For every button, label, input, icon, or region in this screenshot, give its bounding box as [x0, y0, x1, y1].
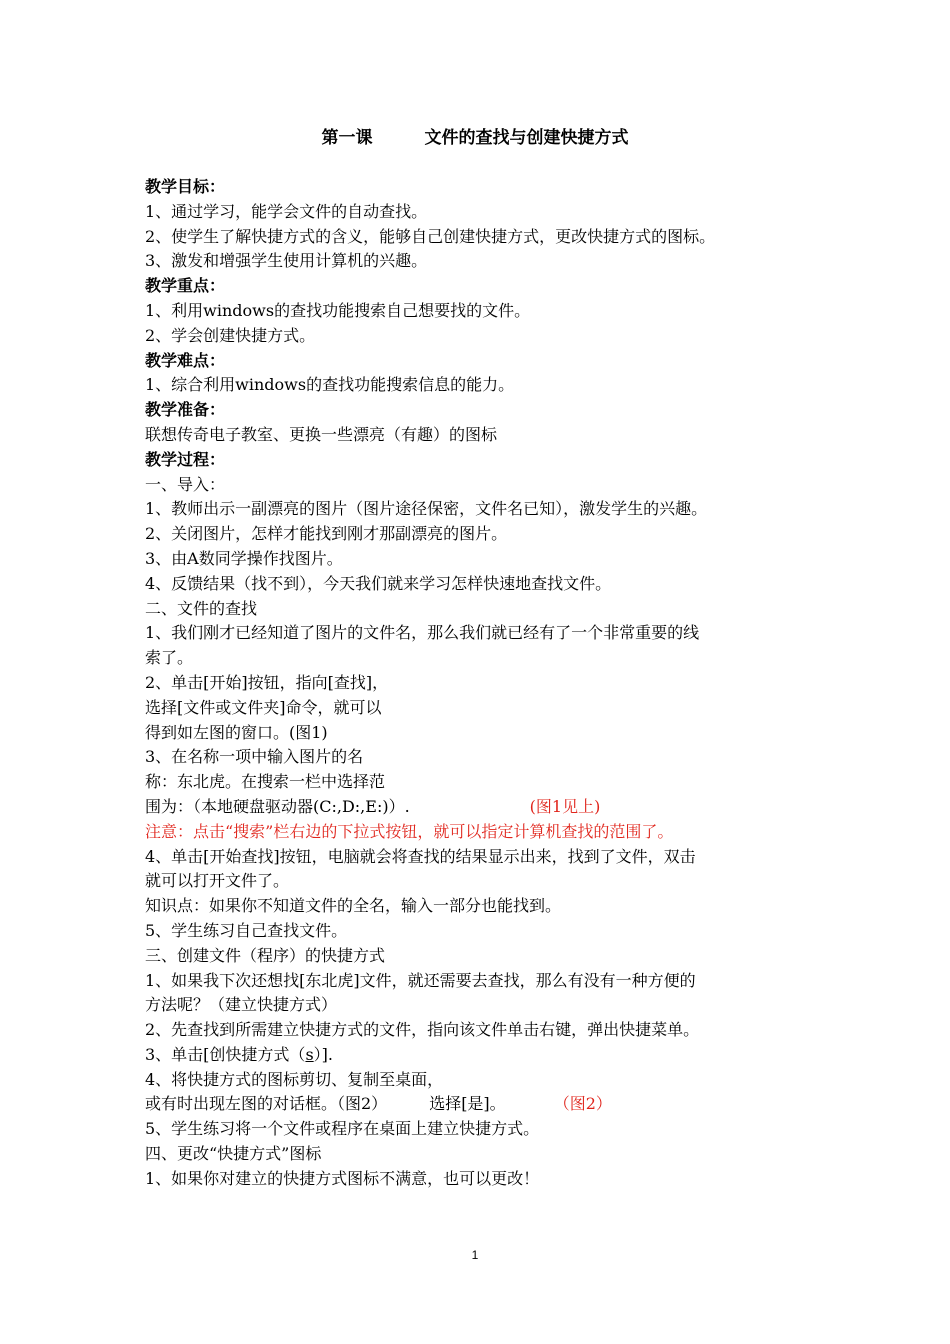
figure-2-reference: （图2）	[553, 1094, 612, 1114]
paragraph: 3、由A数同学操作找图片。	[145, 548, 343, 568]
paragraph: 称：东北虎。在搜索一栏中选择范	[145, 772, 386, 792]
page-number: 1	[471, 1248, 479, 1262]
document-body	[145, 175, 825, 1192]
section-heading: 一、导入：	[145, 474, 226, 494]
paragraph: 索了。	[145, 648, 194, 668]
paragraph: 2、先查找到所需建立快捷方式的文件，指向该文件单击右键，弹出快捷菜单。	[145, 1020, 700, 1040]
paragraph: 3、在名称一项中输入图片的名	[145, 747, 364, 767]
dialog-text: 或有时出现左图的对话框。（图2）	[145, 1094, 388, 1114]
paragraph: 知识点：如果你不知道文件的全名，输入一部分也能找到。	[145, 896, 562, 916]
choose-yes-text: 选择[是]。	[429, 1094, 506, 1114]
paragraph: 4、反馈结果（找不到），今天我们就来学习怎样快速地查找文件。	[145, 573, 612, 593]
heading-key-points: 教学重点：	[145, 276, 226, 296]
lesson-topic: 文件的查找与创建快捷方式	[424, 128, 629, 148]
create-shortcut-text: 3、单击[创快捷方式（	[145, 1044, 306, 1064]
paragraph: 2、使学生了解快捷方式的含义，能够自己创建快捷方式，更改快捷方式的图标。	[145, 226, 716, 246]
section-heading: 二、文件的查找	[145, 598, 258, 618]
create-shortcut-end: ）].	[313, 1044, 333, 1064]
paragraph: 5、学生练习自己查找文件。	[145, 920, 348, 940]
heading-difficulties: 教学难点：	[145, 350, 226, 370]
paragraph: 1、如果你对建立的快捷方式图标不满意，也可以更改！	[145, 1168, 540, 1188]
heading-objectives: 教学目标：	[145, 177, 226, 196]
paragraph: 2、关闭图片，怎样才能找到刚才那副漂亮的图片。	[145, 524, 508, 544]
lesson-number: 第一课	[321, 128, 373, 148]
paragraph: 就可以打开文件了。	[145, 871, 290, 891]
search-range-text: 围为：（本地硬盘驱动器(C:,D:,E:)）.	[145, 796, 410, 816]
paragraph	[145, 795, 825, 820]
paragraph: 2、单击[开始]按钮，指向[查找]，	[145, 672, 389, 692]
paragraph: 2、学会创建快捷方式。	[145, 325, 316, 345]
paragraph	[145, 1043, 825, 1068]
shortcut-key: s	[305, 1044, 314, 1064]
paragraph	[145, 1092, 825, 1117]
paragraph: 1、我们刚才已经知道了图片的文件名，那么我们就已经有了一个非常重要的线	[145, 623, 700, 643]
paragraph: 1、综合利用windows的查找功能搜索信息的能力。	[145, 375, 515, 395]
paragraph: 1、通过学习，能学会文件的自动查找。	[145, 201, 428, 221]
note-highlight: 注意：点击“搜索”栏右边的下拉式按钮，就可以指定计算机查找的范围了。	[145, 821, 674, 841]
page-title	[0, 126, 950, 150]
paragraph: 4、单击[开始查找]按钮，电脑就会将查找的结果显示出来，找到了文件，双击	[145, 846, 696, 866]
section-heading: 三、创建文件（程序）的快捷方式	[145, 945, 386, 965]
section-heading: 四、更改“快捷方式”图标	[145, 1144, 322, 1164]
paragraph: 选择[文件或文件夹]命令，就可以	[145, 697, 382, 717]
paragraph: 得到如左图的窗口。(图1)	[145, 722, 328, 742]
paragraph: 1、利用windows的查找功能搜索自己想要找的文件。	[145, 300, 531, 320]
paragraph: 5、学生练习将一个文件或程序在桌面上建立快捷方式。	[145, 1119, 540, 1139]
paragraph: 1、如果我下次还想找[东北虎]文件，就还需要去查找，那么有没有一种方便的	[145, 970, 696, 990]
heading-preparation: 教学准备：	[145, 400, 226, 420]
paragraph: 方法呢？（建立快捷方式）	[145, 995, 338, 1015]
paragraph: 1、教师出示一副漂亮的图片（图片途径保密，文件名已知），激发学生的兴趣。	[145, 499, 708, 519]
heading-process: 教学过程：	[145, 449, 226, 469]
paragraph: 4、将快捷方式的图标剪切、复制至桌面，	[145, 1069, 444, 1089]
figure-1-reference: (图1见上)	[529, 796, 601, 816]
paragraph: 3、激发和增强学生使用计算机的兴趣。	[145, 251, 428, 271]
paragraph: 联想传奇电子教室、更换一些漂亮（有趣）的图标	[145, 424, 498, 444]
